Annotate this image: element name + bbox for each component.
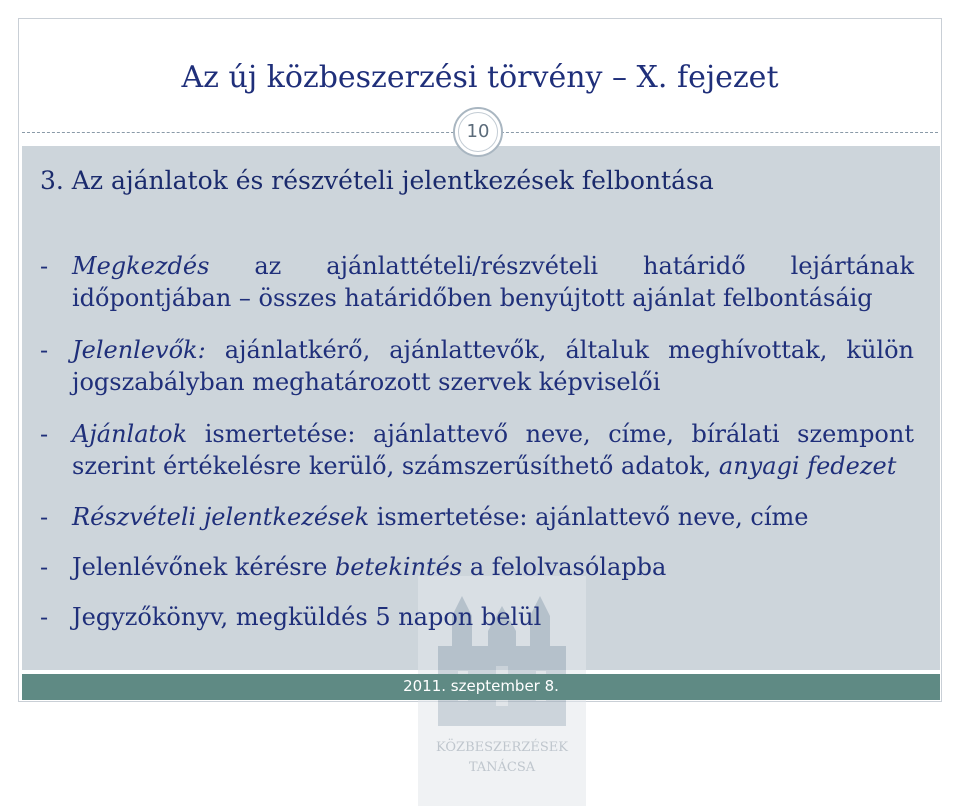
bullet-dash: - (40, 603, 49, 631)
bullet-text: ajánlatkérő, ajánlattevők, általuk meghívottak, külön (224, 336, 914, 364)
bullet-line-2 (40, 450, 914, 482)
svg-text:TANÁCSA: TANÁCSA (468, 760, 536, 775)
bullet-item-4 (40, 501, 914, 533)
bullet-item-6 (40, 601, 914, 633)
bullet-keyword: betekintés (334, 553, 463, 581)
bullet-line-1 (40, 334, 914, 366)
bullet-item-1 (40, 250, 914, 314)
bullet-line-1 (40, 418, 914, 450)
bullet-line-1 (40, 250, 914, 282)
footer-date: 2011. szeptember 8. (403, 677, 559, 695)
bullet-line-1 (40, 551, 914, 583)
bullet-dash: - (40, 420, 49, 448)
bullet-text: szerint értékelésre kerülő, számszerűsíthető adatok, (72, 452, 712, 480)
bullet-keyword: Jelenlevők: (72, 336, 206, 364)
page-number-badge: 10 (453, 107, 503, 157)
bullet-keyword: Részvételi jelentkezések (72, 503, 370, 531)
bullet-dash: - (40, 336, 49, 364)
bullet-line-2: jogszabályban meghatározott szervek képviselői (72, 368, 661, 396)
bullet-item-2 (40, 334, 914, 398)
bullet-item-3 (40, 418, 914, 482)
bullet-text: a felolvasólapba (469, 553, 667, 581)
bullet-text: ismertetése: ajánlattevő neve, címe (376, 503, 809, 531)
bullet-text: Jelenlévőnek kérésre (72, 553, 328, 581)
bullet-line-1 (40, 501, 914, 533)
bullet-dash: - (40, 553, 49, 581)
section-subtitle: 3. Az ajánlatok és részvételi jelentkezések felbontása (40, 166, 714, 195)
bullet-keyword: Ajánlatok (72, 420, 188, 448)
slide-title: Az új közbeszerzési törvény – X. fejezet (181, 60, 779, 95)
bullet-dash: - (40, 252, 49, 280)
bullet-dash: - (40, 503, 49, 531)
bullet-keyword: Megkezdés (72, 252, 210, 280)
footer-bar (22, 674, 940, 700)
bullet-keyword: anyagi fedezet (718, 452, 897, 480)
bullet-text: az ajánlattételi/részvételi határidő lejártának (254, 252, 914, 280)
bullet-item-5 (40, 551, 914, 583)
bullet-text: ismertetése: ajánlattevő neve, címe, bírálati szempont (204, 420, 914, 448)
bullet-line-1: Jegyzőkönyv, megküldés 5 napon belül (72, 603, 542, 631)
bullet-line-2: időpontjában – összes határidőben benyújtott ajánlat felbontásáig (72, 284, 873, 312)
watermark-text: KÖZBESZERZÉSEK (436, 740, 568, 755)
